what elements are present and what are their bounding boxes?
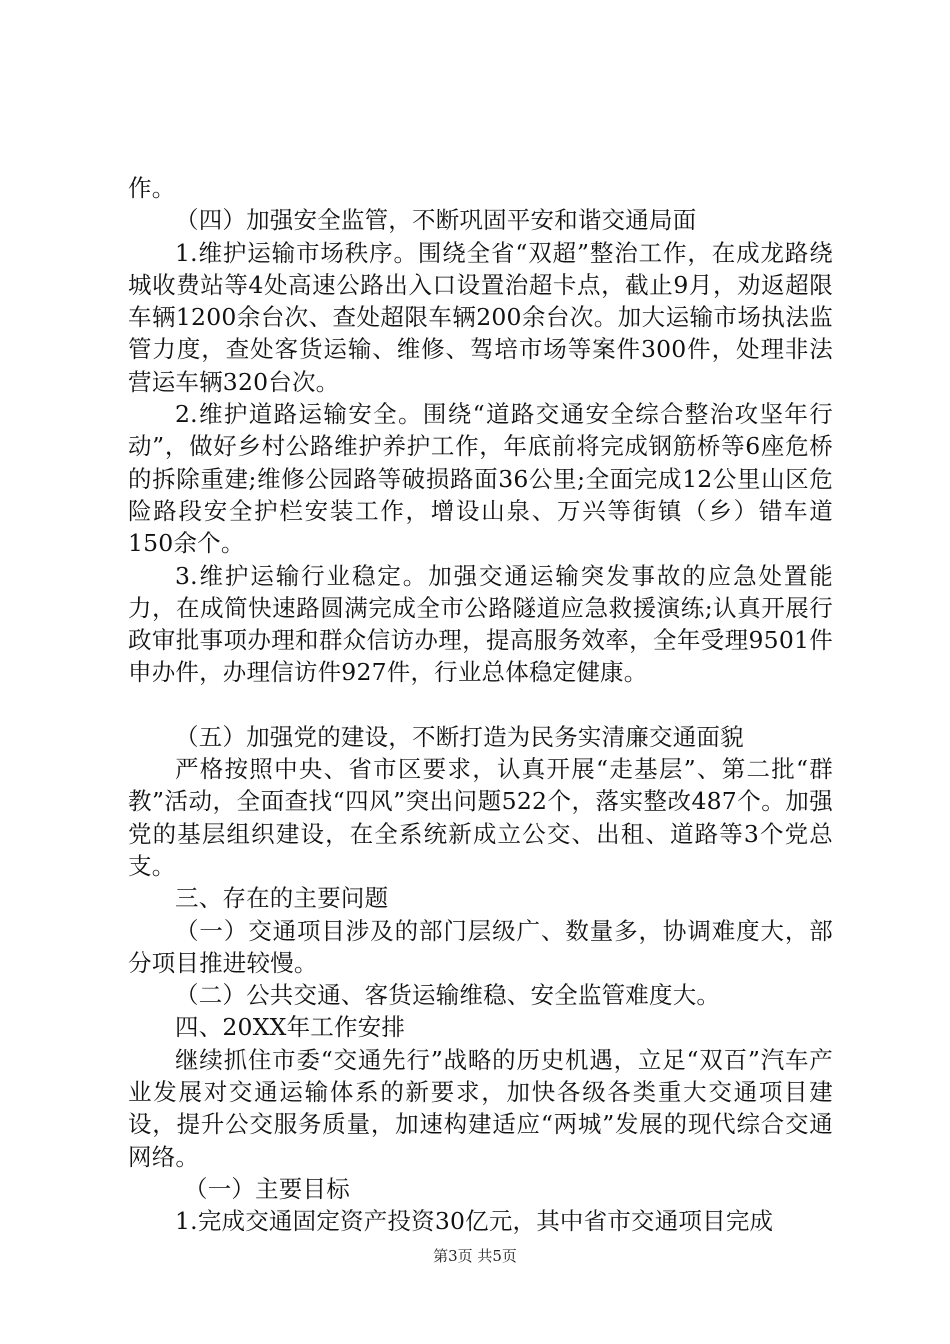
heading-work-plan: 四、20XX年工作安排 [175, 1013, 406, 1042]
heading-main-goals: （一）主要目标 [184, 1174, 350, 1203]
paragraph-road-safety: 2.维护道路运输安全。围绕“道路交通安全综合整治攻坚年行动”，做好乡村公路维护养护工作，年底前将完成钢筋桥等6座危桥的拆除重建;维修公园路等破损路面36公里;全面完成12公里山区危险路段安全护栏安装工作，增设山泉、万兴等街镇（乡）错车道150余个。 [128, 400, 833, 558]
page-number-footer: 第3页 共5页 [433, 1247, 517, 1265]
section-heading-5: （五）加强党的建设，不断打造为民务实清廉交通面貌 [175, 722, 744, 751]
document-body [128, 172, 833, 1238]
problem-item-1: （一）交通项目涉及的部门层级广、数量多，协调难度大，部分项目推进较慢。 [128, 916, 833, 977]
paragraph-industry-stability: 3.维护运输行业稳定。加强交通运输突发事故的应急处置能力，在成简快速路圆满完成全市公路隧道应急救援演练;认真开展行政审批事项办理和群众信访办理，提高服务效率，全年受理9501件申办件，办理信访件927件，行业总体稳定健康。 [128, 561, 833, 687]
section-heading-4: （四）加强安全监管，不断巩固平安和谐交通局面 [175, 206, 697, 235]
paragraph-transport-market: 1.维护运输市场秩序。围绕全省“双超”整治工作，在成龙路绕城收费站等4处高速公路出入口设置治超卡点，截止9月，劝返超限车辆1200余台次、查处超限车辆200余台次。加大运输市场执法监管力度，查处客货运输、维修、驾培市场等案件300件，处理非法营运车辆320台次。 [128, 238, 833, 396]
problem-item-2: （二）公共交通、客货运输维稳、安全监管难度大。 [175, 981, 721, 1010]
paragraph-continuation: 作。 [128, 174, 176, 202]
paragraph-party-building: 严格按照中央、省市区要求，认真开展“走基层”、第二批“群教”活动，全面查找“四风”突出问题522个，落实整改487个。加强党的基层组织建设，在全系统新成立公交、出租、道路等3个党总支。 [128, 755, 833, 880]
paragraph-work-plan: 继续抓住市委“交通先行”战略的历史机遇，立足“双百”汽车产业发展对交通运输体系的新要求，加快各级各类重大交通项目建设，提升公交服务质量，加速构建适应“两城”发展的现代综合交通网络。 [128, 1045, 833, 1171]
heading-main-problems: 三、存在的主要问题 [175, 884, 389, 913]
goal-item-1: 1.完成交通固定资产投资30亿元，其中省市交通项目完成 [175, 1207, 774, 1236]
